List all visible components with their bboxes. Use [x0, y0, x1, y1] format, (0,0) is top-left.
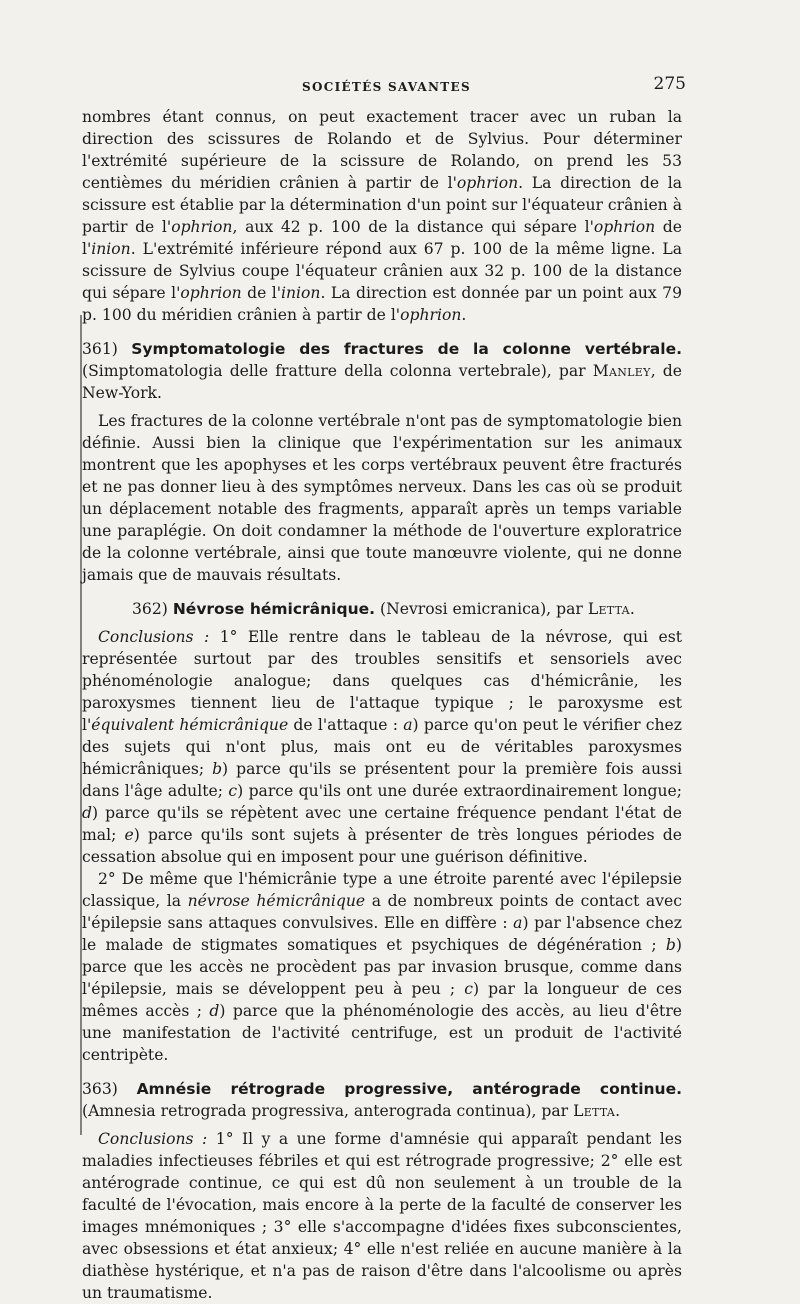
- entry-author-suffix: .: [629, 600, 635, 618]
- intro-text: de l': [82, 218, 683, 258]
- body-text: ) par l'absence chez le malade de stigmates somatiques et psychiques de dégénération ;: [82, 914, 682, 954]
- entry-title: Amnésie rétrograde progressive, antérograde continue.: [136, 1080, 682, 1098]
- term-ophrion: ophrion: [456, 174, 519, 192]
- intro-text: . La direction est donnée par un point aux 79 p. 100 du méridien crânien à partir de l': [82, 284, 682, 324]
- enum-letter: d: [209, 1002, 220, 1020]
- intro-text: , aux 42 p. 100 de la distance qui sépare l': [232, 218, 594, 236]
- running-head: SOCIÉTÉS SAVANTES: [302, 80, 471, 94]
- page-content: [82, 106, 682, 1304]
- entry-title: Symptomatologie des fractures de la colonne vertébrale.: [131, 340, 682, 358]
- entry-362: [82, 598, 682, 1066]
- entry-title: Névrose hémicrânique.: [172, 600, 376, 618]
- entry-number: 362): [132, 600, 168, 618]
- intro-text: de l': [241, 284, 282, 302]
- enum-letter: c: [228, 782, 238, 800]
- body-text: ) parce qu'on peut le vérifier chez des sujets qui n'ont plus, mais ont eu de véritables paroxysmes hémicrâniques;: [82, 716, 682, 778]
- body-text: ) parce qu'ils se présentent pour la première fois aussi dans l'âge adulte;: [82, 760, 682, 800]
- entry-body: Les fractures de la colonne vertébrale n'ont pas de symptomatologie bien définie. Aussi bien la clinique que l'expérimentation sur les animaux montrent que les apophyses et les corps vertébraux peuvent être fracturés et ne pas donner lieu à des symptômes nerveux. Dans les cas où se produit un déplacement notable des fragments, apparaît après un temps variable une paraplégie. On doit condamner la méthode de l'ouverture exploratrice de la colonne vertébrale, ainsi que toute manœuvre violente, qui ne donne jamais que de mauvais résultats.: [82, 412, 682, 584]
- enum-letter: b: [212, 760, 223, 778]
- entry-author: Manley: [592, 362, 651, 380]
- entry-original-title: (Nevrosi emicranica), par: [380, 600, 583, 618]
- enum-letter: b: [665, 936, 676, 954]
- body-text: 1° Elle rentre dans le tableau de la névrose, qui est représentée surtout par des troubles sensitifs et sensoriels avec phénoménologie analogue; dans quelques cas d'hémicrânie, les paroxysmes tiennent lieu de l'attaque typique ; le paroxysme est l': [82, 628, 682, 734]
- term-inion: inion: [91, 240, 131, 258]
- body-text: de l'attaque :: [288, 716, 404, 734]
- body-text: ) par la longueur de ces mêmes accès ;: [82, 980, 682, 1020]
- conclusions-paragraph: [82, 1128, 682, 1304]
- body-text: ) parce que les accès ne procèdent pas par invasion brusque, comme dans l'épilepsie, mais se développent peu à peu ;: [82, 936, 682, 998]
- entry-number: 363): [82, 1080, 118, 1098]
- conclusions-label: Conclusions :: [98, 1130, 208, 1148]
- body-text: a de nombreux points de contact avec l'épilepsie sans attaques convulsives. Elle en diffère :: [82, 892, 682, 932]
- body-text: ) parce que la phénoménologie des accès, au lieu d'être une manifestation de l'activité centrifuge, est un produit de l'activité centripète.: [82, 1002, 683, 1064]
- entry-author-suffix: , de New-York.: [82, 362, 682, 402]
- enum-letter: d: [82, 804, 92, 822]
- enum-letter: c: [464, 980, 473, 998]
- entry-author-suffix: .: [615, 1102, 621, 1120]
- page-number: 275: [653, 74, 686, 94]
- entry-heading: [82, 1078, 682, 1122]
- intro-text: nombres étant connus, on peut exactement tracer avec un ruban la direction des scissures de Rolando et de Sylvius. Pour déterminer l'extrémité supérieure de la scissure de Rolando, on prend les 53 centièmes du méridien crânien à partir de l': [82, 108, 682, 192]
- body-text: ) parce qu'ils se répètent avec une certaine fréquence pendant l'état de mal;: [82, 804, 682, 844]
- enum-letter: a: [403, 716, 413, 734]
- entry-361: [82, 338, 682, 586]
- body-text: ) parce qu'ils sont sujets à présenter de très longues périodes de cessation absolue qui en imposent pour une guérison définitive.: [82, 826, 682, 866]
- entry-heading: [82, 598, 682, 620]
- body-text: ) parce qu'ils ont une durée extraordinairement longue;: [237, 782, 682, 800]
- body-text: 2° De même que l'hémicrânie type a une étroite parenté avec l'épilepsie classique, la: [82, 870, 682, 910]
- conclusions-paragraph-2: [82, 868, 682, 1066]
- intro-text: .: [461, 306, 467, 324]
- term-inion: inion: [281, 284, 321, 302]
- term-ophrion: ophrion: [400, 306, 462, 324]
- entry-heading: [82, 338, 682, 404]
- entry-number: 361): [82, 340, 118, 358]
- conclusions-label: Conclusions :: [98, 628, 210, 646]
- intro-text: . L'extrémité inférieure répond aux 67 p. 100 de la même ligne. La scissure de Sylvius coupe l'équateur crânien aux 32 p. 100 de la distance qui sépare l': [82, 240, 682, 302]
- entry-author: Letta: [587, 600, 630, 618]
- conclusions-paragraph-1: [82, 626, 682, 868]
- intro-text: . La direction de la scissure est établie par la détermination d'un point sur l'équateur crânien à partir de l': [82, 174, 682, 236]
- enum-letter: e: [124, 826, 134, 844]
- term-ophrion: ophrion: [171, 218, 233, 236]
- italic-term: névrose hémicrânique: [187, 892, 366, 910]
- term-ophrion: ophrion: [593, 218, 656, 236]
- entry-original-title: (Amnesia retrograda progressiva, anterograda continua), par: [82, 1102, 569, 1120]
- italic-term: équivalent hémicrânique: [91, 716, 289, 734]
- enum-letter: a: [513, 914, 523, 932]
- intro-paragraph: [82, 106, 682, 326]
- entry-author: Letta: [573, 1102, 616, 1120]
- page-header: [86, 74, 686, 100]
- entry-363: [82, 1078, 682, 1304]
- body-text: 1° Il y a une forme d'amnésie qui apparaît pendant les maladies infectieuses fébriles et qui est rétrograde progressive; 2° elle est antérograde continue, ce qui est dû non seulement à un trouble de la faculté de l'évocation, mais encore à la perte de la faculté de conserver les images mnémoniques ; 3° elle s'accompagne d'idées fixes subconscientes, avec obsessions et état anxieux; 4° elle n'est reliée en aucune manière à la diathèse hystérique, et n'a pas de raison d'être dans l'alcoolisme ou après un traumatisme.: [82, 1130, 683, 1302]
- term-ophrion: ophrion: [180, 284, 242, 302]
- entry-original-title: (Simptomatologia delle fratture della colonna vertebrale), par: [82, 362, 586, 380]
